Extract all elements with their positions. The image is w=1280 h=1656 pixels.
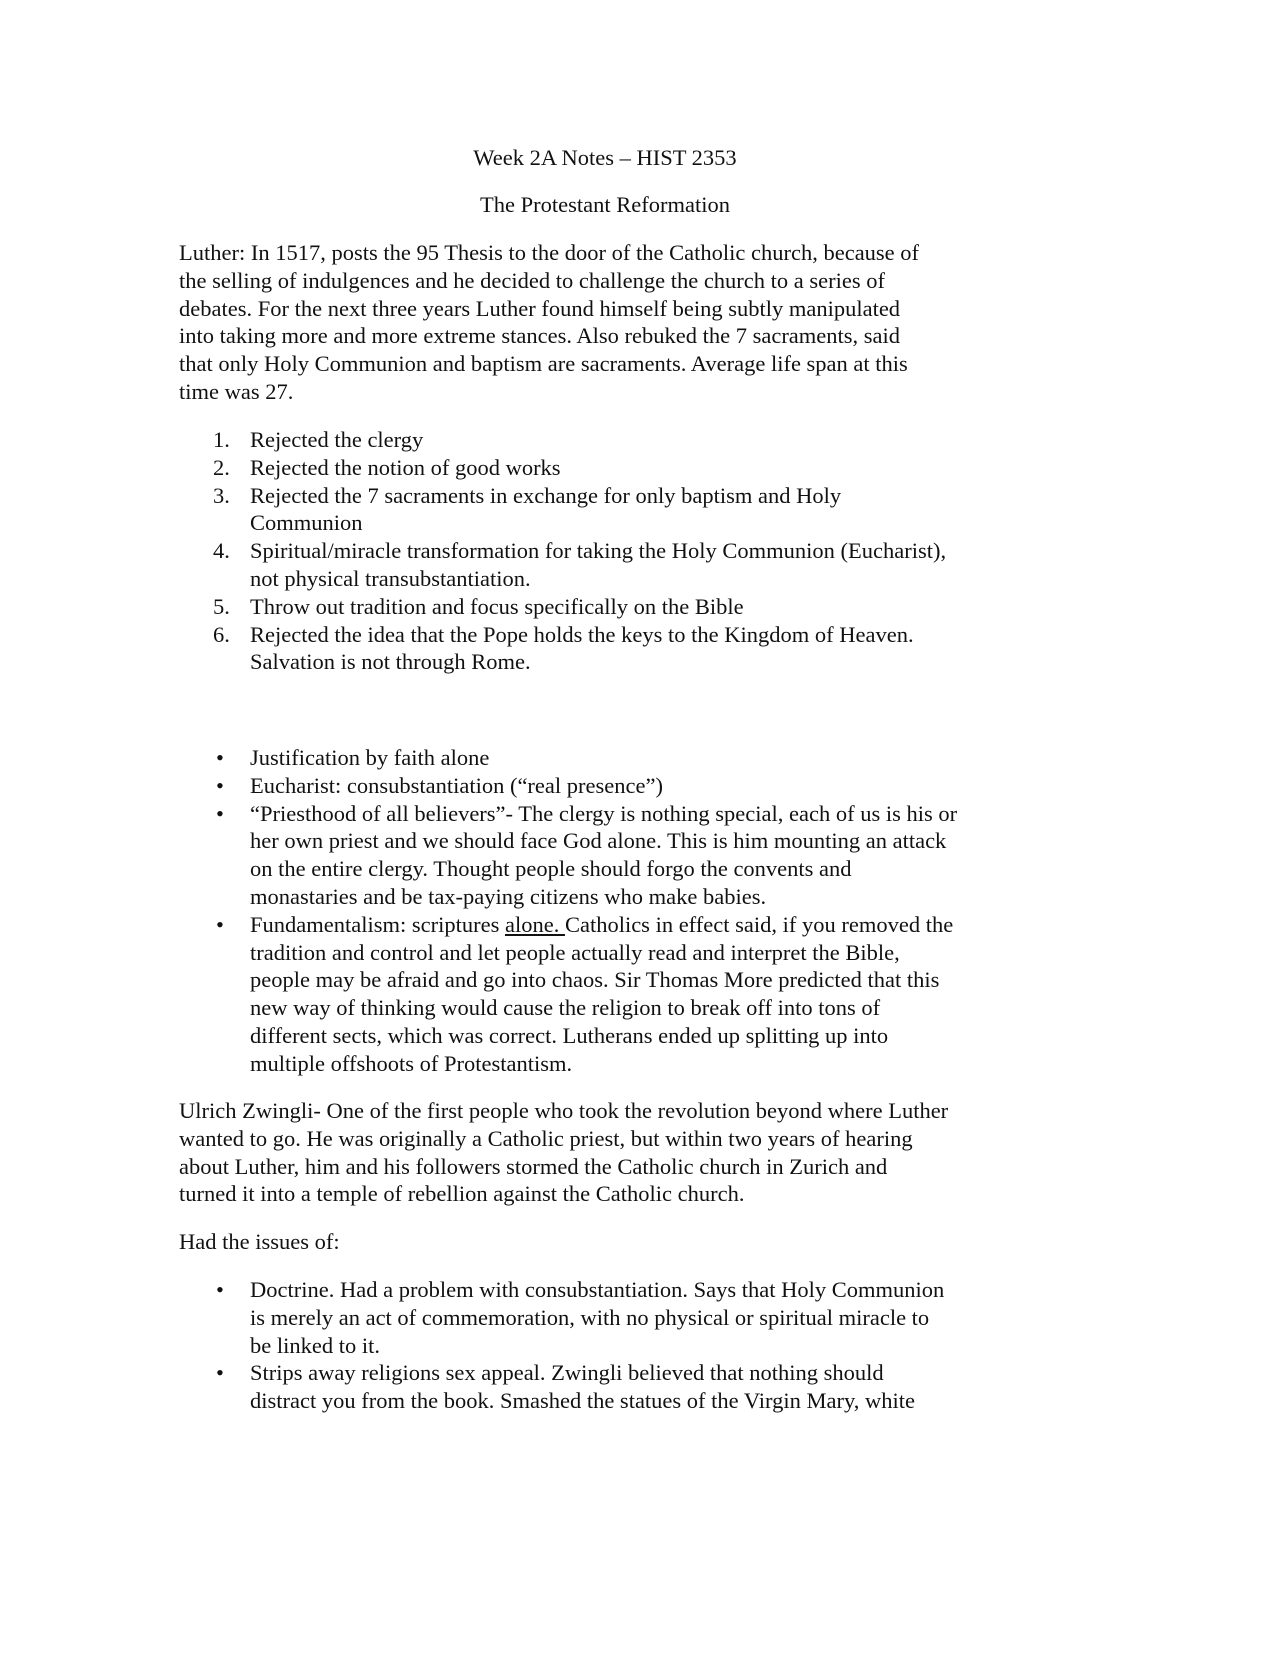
text-line: wanted to go. He was originally a Catholic priest, but within two years of hearing [179, 1125, 913, 1151]
list-number: 5. [213, 593, 230, 619]
text-line: is merely an act of commemoration, with no physical or spiritual miracle to [250, 1304, 930, 1330]
bullet-icon: • [216, 745, 224, 770]
list-item [179, 772, 1079, 800]
text-line: multiple offshoots of Protestantism. [250, 1050, 573, 1076]
text-line: Rejected the 7 sacraments in exchange for only baptism and Holy [250, 482, 842, 508]
text-line: Rejected the notion of good works [250, 454, 561, 480]
text-line: Spiritual/miracle transformation for taking the Holy Communion (Eucharist), [250, 538, 947, 564]
list-number: 2. [213, 454, 230, 480]
text-line: Communion [250, 510, 363, 536]
list-number: 3. [213, 482, 230, 508]
text-line [250, 911, 1079, 939]
luther-paragraph [179, 239, 1079, 406]
list-item [179, 800, 1079, 911]
list-item [179, 537, 1079, 593]
numbered-list [179, 426, 1079, 676]
text-line: Justification by faith alone [250, 745, 490, 770]
list-item [179, 621, 1079, 677]
bullet-icon: • [216, 911, 224, 937]
underlined-text: alone. [504, 911, 565, 937]
bullet-icon: • [216, 1360, 224, 1386]
text-line: Doctrine. Had a problem with consubstantiation. Says that Holy Communion [250, 1277, 945, 1302]
text-line: people may be afraid and go into chaos. Sir Thomas More predicted that this [250, 967, 940, 993]
list-number: 6. [213, 621, 230, 647]
text-line: Ulrich Zwingli- One of the first people who took the revolution beyond where Luther [179, 1098, 949, 1123]
bullet-icon: • [216, 772, 224, 798]
text-line: Rejected the clergy [250, 427, 424, 452]
text-line: Salvation is not through Rome. [250, 649, 531, 675]
text-line: turned it into a temple of rebellion against the Catholic church. [179, 1181, 745, 1207]
text-span: Catholics in effect said, if you removed the [564, 911, 954, 937]
text-line: time was 27. [179, 378, 294, 404]
text-line: Rejected the idea that the Pope holds the keys to the Kingdom of Heaven. [250, 621, 914, 647]
text-line: that only Holy Communion and baptism are sacraments. Average life span at this [179, 351, 908, 377]
zwingli-bullet-list [179, 1276, 1079, 1415]
issues-heading: Had the issues of: [179, 1229, 340, 1254]
list-item [179, 482, 1079, 538]
list-item [179, 426, 1079, 454]
text-line: be linked to it. [250, 1332, 380, 1358]
list-item [179, 744, 1079, 772]
bullet-icon: • [216, 1277, 224, 1302]
bullet-icon: • [216, 800, 224, 826]
luther-bullet-list [179, 744, 1079, 1078]
text-line: debates. For the next three years Luther found himself being subtly manipulated [179, 295, 901, 321]
text-line: into taking more and more extreme stances. Also rebuked the 7 sacraments, said [179, 323, 901, 349]
list-item [179, 593, 1079, 621]
list-item [179, 1359, 1079, 1415]
text-line: monastaries and be tax-paying citizens who make babies. [250, 883, 767, 909]
text-line: tradition and control and let people actually read and interpret the Bible, [250, 939, 900, 965]
list-number: 1. [213, 427, 230, 452]
text-line: her own priest and we should face God alone. This is him mounting an attack [250, 828, 947, 854]
text-span: Fundamentalism: scriptures [250, 911, 505, 937]
list-number: 4. [213, 538, 230, 564]
document-title: Week 2A Notes – HIST 2353 [473, 145, 737, 170]
text-line: “Priesthood of all believers”- The clergy is nothing special, each of us is his or [250, 800, 958, 826]
text-line: on the entire clergy. Thought people should forgo the convents and [250, 856, 852, 882]
text-line: Eucharist: consubstantiation (“real presence”) [250, 772, 663, 798]
list-item [179, 911, 1079, 1078]
text-line: the selling of indulgences and he decided to challenge the church to a series of [179, 267, 885, 293]
text-line: new way of thinking would cause the religion to break off into tons of [250, 995, 881, 1021]
text-line: about Luther, him and his followers stormed the Catholic church in Zurich and [179, 1153, 888, 1179]
text-line: not physical transubstantiation. [250, 565, 531, 591]
text-line: Throw out tradition and focus specifically on the Bible [250, 593, 744, 619]
text-line: distract you from the book. Smashed the statues of the Virgin Mary, white [250, 1388, 915, 1414]
list-item [179, 454, 1079, 482]
zwingli-paragraph [179, 1097, 1079, 1208]
text-line: Luther: In 1517, posts the 95 Thesis to the door of the Catholic church, because of [179, 240, 920, 265]
list-item [179, 1276, 1079, 1359]
text-line: Strips away religions sex appeal. Zwingli believed that nothing should [250, 1360, 884, 1386]
document-subtitle: The Protestant Reformation [480, 192, 730, 217]
text-line: different sects, which was correct. Lutherans ended up splitting up into [250, 1022, 889, 1048]
